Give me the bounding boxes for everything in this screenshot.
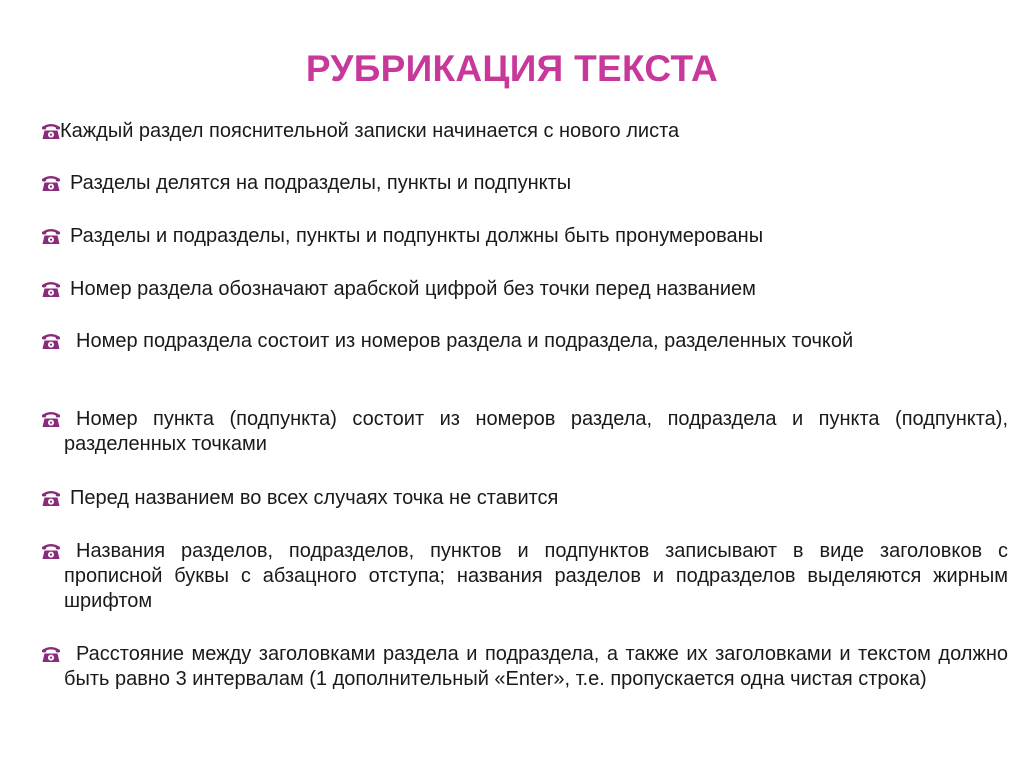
telephone-icon: [40, 409, 62, 429]
bullet-text: Номер пункта (подпункта) состоит из номеров раздела, подраздела и пункта (подпункта), разделенных точками: [64, 408, 1008, 455]
telephone-icon: [40, 541, 62, 561]
telephone-icon: [40, 121, 62, 141]
bullet-text: Разделы и подразделы, пункты и подпункты должны быть пронумерованы: [70, 225, 764, 247]
slide-title: РУБРИКАЦИЯ ТЕКСТА: [305, 48, 719, 89]
list-item: [40, 171, 1008, 196]
list-item: [40, 407, 1008, 457]
list-item: [40, 486, 1008, 511]
telephone-icon: [40, 279, 62, 299]
telephone-icon: [40, 226, 62, 246]
list-item: [40, 224, 1008, 249]
bullet-text: Номер раздела обозначают арабской цифрой без точки перед названием: [70, 278, 756, 300]
bullet-text: Каждый раздел пояснительной записки начинается с нового листа: [60, 120, 680, 142]
bullet-text: Перед названием во всех случаях точка не ставится: [70, 487, 559, 509]
bullet-text: Расстояние между заголовками раздела и подраздела, а также их заголовками и текстом должно быть равно 3 интервалам (1 дополнительный «Enter», т.е. пропускается одна чистая строка): [64, 643, 1008, 690]
telephone-icon: [40, 488, 62, 508]
telephone-icon: [40, 644, 62, 664]
bullet-text: Названия разделов, подразделов, пунктов и подпунктов записывают в виде заголовков с прописной буквы с абзацного отступа; названия разделов и подразделов выделяются жирным шрифтом: [64, 540, 1008, 612]
list-item: [40, 329, 1008, 354]
list-item: [40, 539, 1008, 614]
telephone-icon: [40, 331, 62, 351]
list-item: [40, 119, 1008, 144]
telephone-icon: [40, 173, 62, 193]
list-item: [40, 277, 1008, 302]
list-item: [40, 642, 1008, 692]
bullet-text: Разделы делятся на подразделы, пункты и подпункты: [70, 172, 572, 194]
bullet-text: Номер подраздела состоит из номеров раздела и подраздела, разделенных точкой: [76, 330, 854, 352]
